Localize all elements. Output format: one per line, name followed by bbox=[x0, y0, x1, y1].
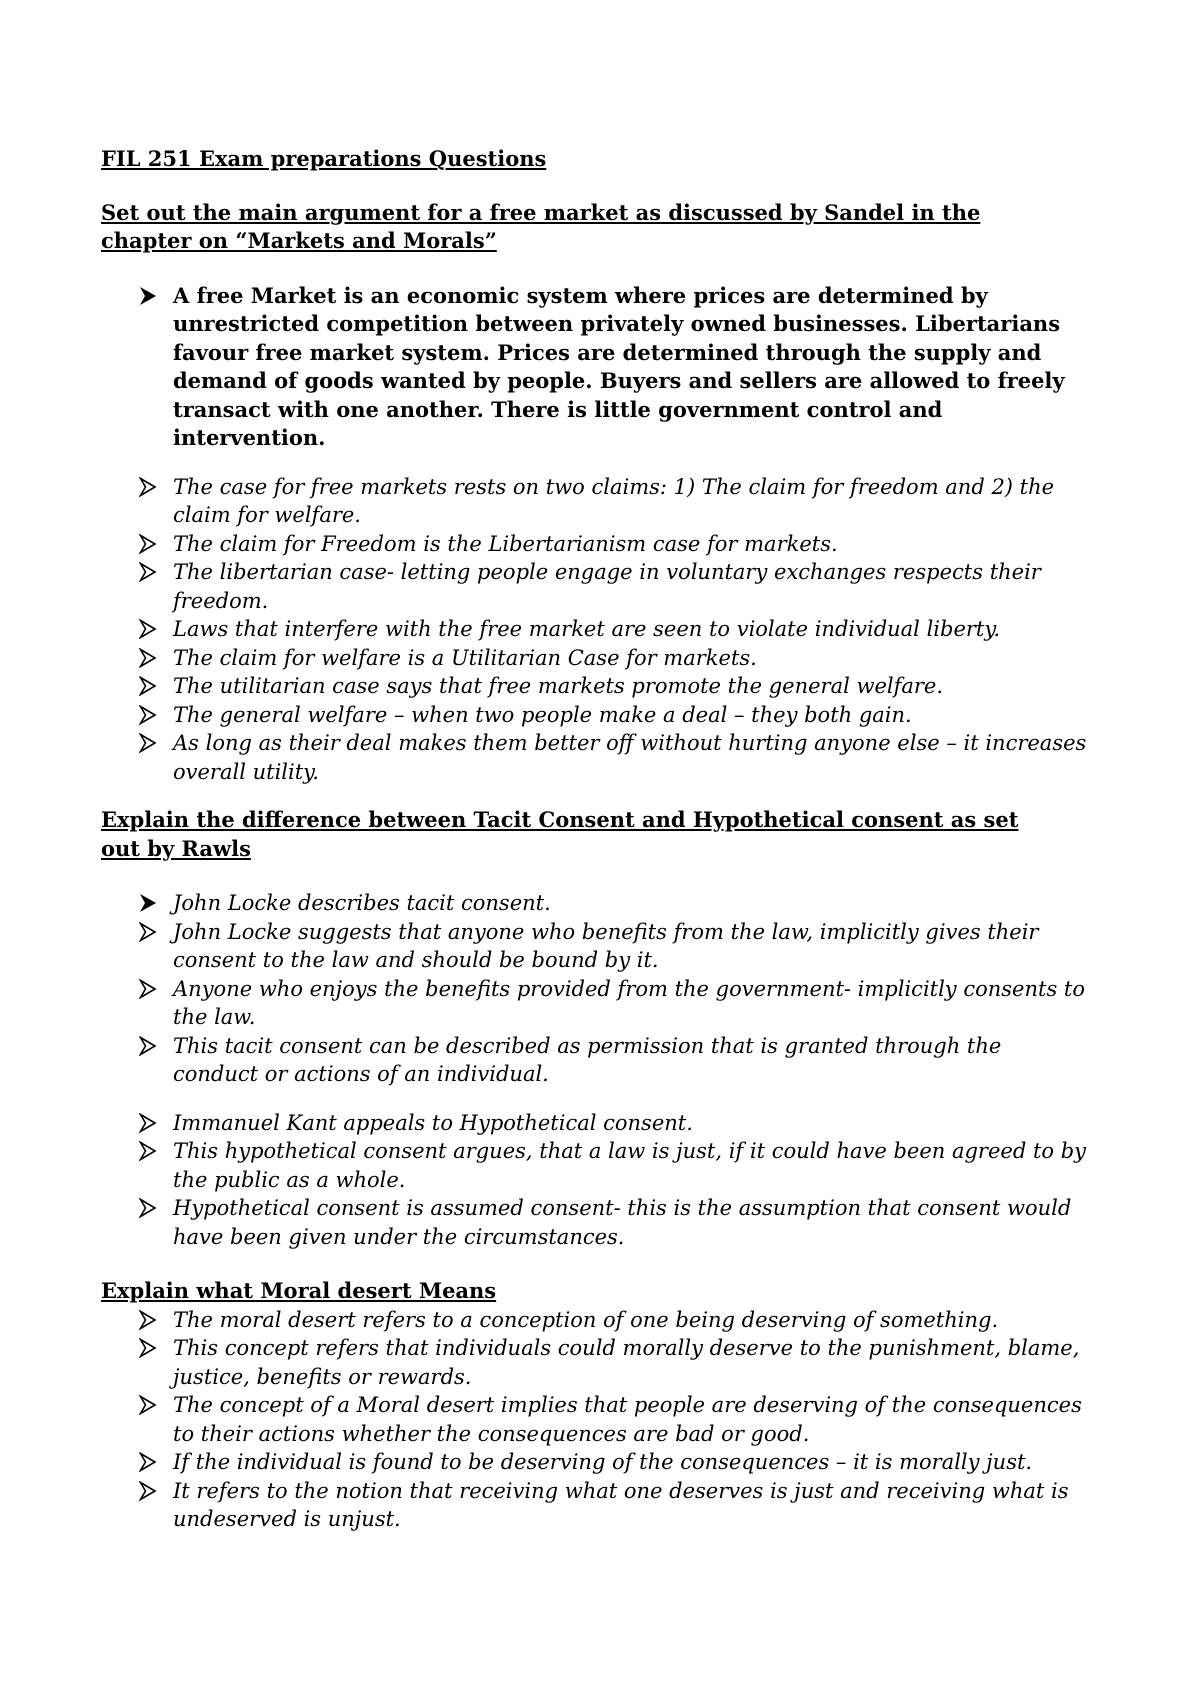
document-content bbox=[101, 145, 1101, 1534]
section-heading-free-market: Set out the main argument for a free market as discussed by Sandel in the chapter on “Markets and Morals” bbox=[101, 199, 981, 253]
arrow-bullet-icon bbox=[139, 477, 157, 497]
arrow-bullet-icon bbox=[139, 1198, 157, 1218]
list-item: The case for free markets rests on two claims: 1) The claim for freedom and 2) the claim for welfare. bbox=[173, 473, 1093, 530]
list-item: If the individual is found to be deserving of the consequences – it is morally just. bbox=[173, 1448, 1093, 1477]
list-item: This concept refers that individuals could morally deserve to the punishment, blame, justice, benefits or rewards. bbox=[173, 1334, 1093, 1391]
arrow-bullet-icon bbox=[139, 1481, 157, 1501]
section-heading-moral-desert: Explain what Moral desert Means bbox=[101, 1278, 497, 1303]
list-item: Laws that interfere with the free market are seen to violate individual liberty. bbox=[173, 615, 1093, 644]
list-item: The concept of a Moral desert implies that people are deserving of the consequences to their actions whether the consequences are bad or good. bbox=[173, 1391, 1093, 1448]
arrow-bullet-icon bbox=[139, 1113, 157, 1133]
section-heading-consent: Explain the difference between Tacit Consent and Hypothetical consent as set out by Rawls bbox=[101, 807, 1019, 861]
list-item: Hypothetical consent is assumed consent- this is the assumption that consent would have been given under the circumstances. bbox=[173, 1194, 1093, 1251]
free-market-argument-list bbox=[101, 473, 1093, 787]
list-item: John Locke describes tacit consent. bbox=[173, 889, 1093, 918]
list-item: The utilitarian case says that free markets promote the general welfare. bbox=[173, 672, 1093, 701]
list-item: Immanuel Kant appeals to Hypothetical consent. bbox=[173, 1109, 1093, 1138]
arrow-bullet-icon bbox=[139, 893, 157, 913]
arrow-bullet-icon bbox=[139, 1395, 157, 1415]
list-item: John Locke suggests that anyone who benefits from the law, implicitly gives their consent to the law and should be bound by it. bbox=[173, 918, 1093, 975]
list-item: The moral desert refers to a conception of one being deserving of something. bbox=[173, 1306, 1093, 1335]
arrow-bullet-icon bbox=[139, 562, 157, 582]
list-item: Anyone who enjoys the benefits provided from the government- implicitly consents to the law. bbox=[173, 975, 1093, 1032]
list-item: This hypothetical consent argues, that a law is just, if it could have been agreed to by the public as a whole. bbox=[173, 1137, 1093, 1194]
document-title: FIL 251 Exam preparations Questions bbox=[101, 146, 547, 171]
list-item: A free Market is an economic system where prices are determined by unrestricted competition between privately owned businesses. Libertarians favour free market system. Prices are determined through the supply and demand of goods wanted by people. Buyers and sellers are allowed to freely transact with one another. There is little government control and intervention. bbox=[173, 282, 1093, 453]
arrow-bullet-icon bbox=[139, 1452, 157, 1472]
moral-desert-list bbox=[101, 1306, 1093, 1534]
list-item: The claim for Freedom is the Libertarianism case for markets. bbox=[173, 530, 1093, 559]
arrow-bullet-icon bbox=[139, 1036, 157, 1056]
arrow-bullet-icon bbox=[139, 1310, 157, 1330]
free-market-definition-list bbox=[101, 282, 1093, 453]
tacit-consent-list bbox=[101, 889, 1093, 1089]
arrow-bullet-icon bbox=[139, 922, 157, 942]
arrow-bullet-icon bbox=[139, 676, 157, 696]
arrow-bullet-icon bbox=[139, 619, 157, 639]
arrow-bullet-icon bbox=[139, 286, 157, 306]
list-item: The claim for welfare is a Utilitarian Case for markets. bbox=[173, 644, 1093, 673]
list-item: This tacit consent can be described as permission that is granted through the conduct or actions of an individual. bbox=[173, 1032, 1093, 1089]
arrow-bullet-icon bbox=[139, 1141, 157, 1161]
arrow-bullet-icon bbox=[139, 705, 157, 725]
hypothetical-consent-list bbox=[101, 1109, 1093, 1252]
list-item: As long as their deal makes them better off without hurting anyone else – it increases overall utility. bbox=[173, 729, 1093, 786]
list-item: It refers to the notion that receiving what one deserves is just and receiving what is undeserved is unjust. bbox=[173, 1477, 1093, 1534]
arrow-bullet-icon bbox=[139, 1338, 157, 1358]
list-item: The libertarian case- letting people engage in voluntary exchanges respects their freedom. bbox=[173, 558, 1093, 615]
arrow-bullet-icon bbox=[139, 733, 157, 753]
arrow-bullet-icon bbox=[139, 979, 157, 999]
list-item: The general welfare – when two people make a deal – they both gain. bbox=[173, 701, 1093, 730]
arrow-bullet-icon bbox=[139, 534, 157, 554]
arrow-bullet-icon bbox=[139, 648, 157, 668]
